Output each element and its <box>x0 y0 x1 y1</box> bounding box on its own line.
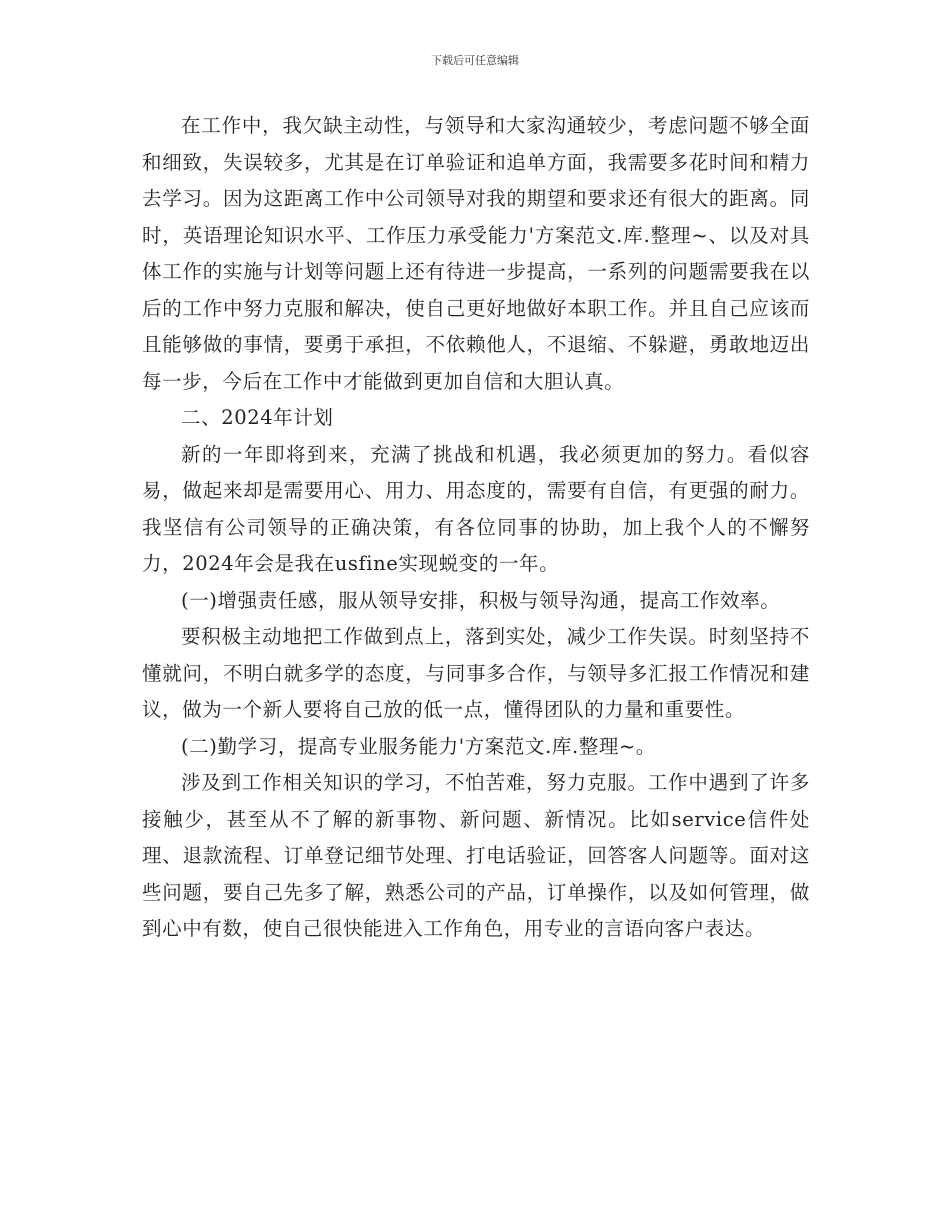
paragraph-new-year: 新的一年即将到来，充满了挑战和机遇，我必须更加的努力。看似容易，做起来却是需要用心、用力、用态度的，需要有自信，有更强的耐力。我坚信有公司领导的正确决策，有各位同事的协助，加上我个人的不懈努力，2024年会是我在usfine实现蜕变的一年。 <box>142 442 810 575</box>
paragraph-work-shortcomings: 在工作中，我欠缺主动性，与领导和大家沟通较少，考虑问题不够全面和细致，失误较多，尤其是在订单验证和追单方面，我需要多花时间和精力去学习。因为这距离工作中公司领导对我的期望和要求还有很大的距离。同时，英语理论知识水平、工作压力承受能力'方案范文.库.整理~、以及对具体工作的实施与计划等问题上还有待进一步提高，一系列的问题需要我在以后的工作中努力克服和解决，使自己更好地做好本职工作。并且自己应该而且能够做的事情，要勇于承担，不依赖他人，不退缩、不躲避，勇敢地迈出每一步，今后在工作中才能做到更加自信和大胆认真。 <box>142 114 810 393</box>
paragraph-proactive: 要积极主动地把工作做到点上，落到实处，减少工作失误。时刻坚持不懂就问，不明白就多学的态度，与同事多合作，与领导多汇报工作情况和建议，做为一个新人要将自己放的低一点，懂得团队的力量和重要性。 <box>142 625 810 721</box>
subheading-responsibility: (一)增强责任感，服从领导安排，积极与领导沟通，提高工作效率。 <box>181 588 781 612</box>
page-header: 下载后可任意编辑 <box>431 54 519 67</box>
document-body <box>142 108 810 948</box>
paragraph-knowledge: 涉及到工作相关知识的学习，不怕苦难，努力克服。工作中遇到了许多接触少，甚至从不了解的新事物、新问题、新情况。比如service信件处理、退款流程、订单登记细节处理、打电话验证，回答客人问题等。面对这些问题，要自己先多了解，熟悉公司的产品，订单操作，以及如何管理，做到心中有数，使自己很快能进入工作角色，用专业的言语向客户表达。 <box>142 771 810 940</box>
section-heading-plan: 二、2024年计划 <box>181 406 334 429</box>
subheading-study: (二)勤学习，提高专业服务能力'方案范文.库.整理~。 <box>181 734 657 758</box>
